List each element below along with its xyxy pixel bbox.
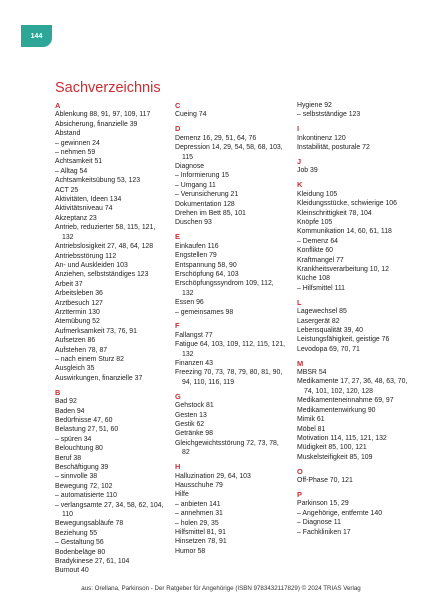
- index-entry: – Verunsicherung 21: [175, 191, 239, 199]
- index-letter-heading: B: [55, 387, 61, 397]
- index-entry: Aktivitätsniveau 74: [55, 205, 113, 213]
- index-entry: – nehmen 59: [55, 149, 96, 157]
- index-entry: Duschen 93: [175, 219, 212, 227]
- index-entry: Bodenbeläge 80: [55, 548, 106, 556]
- index-entry: Humor 58: [175, 547, 206, 555]
- index-entry: Achtsamkeit 51: [55, 158, 103, 166]
- index-entry: Beziehung 55: [55, 529, 98, 537]
- index-entry: Entspannung 58, 90: [175, 261, 237, 269]
- index-entry: Erschöpfung 64, 103: [175, 270, 239, 278]
- index-entry: Burnout 40: [55, 567, 89, 575]
- index-entry: ACT 25: [55, 186, 79, 194]
- index-entry: An- und Auskleiden 103: [55, 261, 128, 269]
- index-entry: Bad 92: [55, 398, 77, 406]
- index-entry: Engstellen 79: [175, 252, 217, 260]
- index-entry: Medikamente 17, 27, 36, 48, 63, 70, 74, 101, 102, 120, 128: [297, 378, 408, 395]
- index-entry: Beruf 38: [55, 454, 82, 462]
- index-entry: Diagnose: [175, 162, 205, 170]
- index-entry: Krankheitsverarbeitung 10, 12: [297, 266, 389, 273]
- index-letter-heading: I: [297, 124, 300, 134]
- index-letter-heading: F: [175, 321, 180, 331]
- index-entry: Gleichgewichtsstörung 72, 73, 78, 82: [175, 439, 279, 457]
- index-entry: Halluzination 29, 64, 103: [175, 472, 251, 480]
- index-letter-heading: J: [297, 157, 302, 167]
- index-letter-heading: D: [175, 124, 181, 134]
- index-entry: – spüren 34: [55, 435, 92, 443]
- index-letter-heading: G: [175, 391, 181, 401]
- index-entry: Motivation 114, 115, 121, 132: [297, 434, 387, 442]
- index-entry: Kleinschrittigkeit 78, 104: [297, 209, 372, 217]
- index-entry: Baden 94: [55, 407, 85, 415]
- index-entry: Leistungsfähigkeit, geistige 76: [297, 336, 390, 344]
- index-entry: Arbeit 37: [55, 280, 83, 288]
- index-entry: Fallangst 77: [175, 331, 213, 339]
- index-entry: – Umgang 11: [175, 181, 216, 189]
- index-entry: – verlangsamte 27, 34, 58, 62, 104, 110: [55, 501, 164, 518]
- index-entry: Müdigkeit 85, 100, 121: [297, 444, 367, 452]
- index-entry: Abstand: [55, 130, 81, 138]
- index-entry: Hilfsmittel 81, 91: [175, 528, 226, 536]
- index-letter-heading: H: [175, 462, 181, 472]
- index-entry: Küche 108: [297, 275, 330, 283]
- index-entry: MBSR 54: [297, 369, 327, 377]
- index-entry: Lebensqualität 39, 40: [297, 326, 363, 334]
- index-letter-heading: M: [297, 358, 304, 368]
- index-entry: Hilfe: [175, 491, 189, 499]
- index-entry: Kleidungsstücke, schwierige 106: [297, 200, 397, 208]
- index-entry: Erschöpfungssyndrom 109, 112, 132: [175, 280, 274, 297]
- index-entry: Antriebslosigkeit 27, 48, 64, 128: [55, 243, 154, 251]
- index-entry: Auswirkungen, finanzielle 37: [55, 374, 143, 382]
- index-entry: Inkontinenz 120: [297, 134, 346, 142]
- index-entry: Kleidung 105: [297, 190, 338, 198]
- index-entry: Fatigue 64, 103, 109, 112, 115, 121, 132: [175, 341, 286, 358]
- index-entry: – annehmen 31: [175, 510, 223, 518]
- index-entry: Einkaufen 116: [175, 242, 219, 250]
- index-entry: – gewinnen 24: [55, 139, 100, 147]
- index-entry: Off-Phase 70, 121: [297, 477, 353, 485]
- index-entry: Anziehen, selbstständiges 123: [55, 271, 149, 279]
- index-entry: Konflikte 60: [297, 247, 334, 255]
- index-entry: Akzeptanz 23: [55, 214, 97, 222]
- page-number-badge: 144: [21, 25, 52, 47]
- index-entry: – holen 29, 35: [175, 519, 219, 527]
- index-entry: – Angehörige, entfernte 140: [297, 509, 383, 517]
- index-letter-heading: E: [175, 232, 180, 242]
- index-entry: Demenz 16, 29, 51, 64, 76: [175, 134, 257, 142]
- index-entry: Arzttermin 130: [55, 308, 100, 316]
- index-entry: Atemübung 52: [55, 318, 100, 326]
- index-entry: Medikamentenwirkung 90: [297, 406, 376, 414]
- index-entry: – gemeinsames 98: [175, 308, 234, 316]
- index-entry: – Diagnose 11: [297, 519, 341, 527]
- index-entry: Cueing 74: [175, 111, 207, 119]
- index-column-3: [297, 101, 409, 537]
- page-title: Sachverzeichnis: [55, 80, 161, 96]
- index-entry: Aufsetzen 86: [55, 337, 96, 345]
- index-entry: Aufmerksamkeit 73, 76, 91: [55, 327, 137, 335]
- index-entry: Absicherung, finanzielle 39: [55, 120, 138, 128]
- index-letter-heading: A: [55, 101, 61, 110]
- index-entry: Aufstehen 78, 87: [55, 346, 108, 354]
- index-entry: – nach einem Sturz 82: [55, 355, 124, 363]
- index-entry: Freezing 70, 73, 78, 79, 80, 81, 90, 94, 110, 116, 119: [175, 369, 283, 386]
- index-entry: Kraftmangel 77: [297, 256, 344, 264]
- index-entry: Bedürfnisse 47, 60: [55, 416, 113, 424]
- index-entry: Antriebsstörung 112: [55, 252, 117, 260]
- index-entry: Essen 96: [175, 299, 204, 307]
- index-entry: Gehstock 81: [175, 402, 214, 410]
- index-entry: Hygiene 92: [297, 102, 332, 109]
- index-entry: Hausschuhe 79: [175, 481, 223, 489]
- index-entry: – Demenz 64: [297, 237, 338, 245]
- index-entry: Instabilität, posturale 72: [297, 144, 370, 152]
- index-entry: Belouchtung 80: [55, 445, 103, 453]
- index-entry: – Alltag 54: [55, 167, 88, 175]
- index-entry: Bewegung 72, 102: [55, 482, 113, 490]
- index-entry: Lasergerät 82: [297, 317, 340, 325]
- index-entry: Depression 14, 29, 54, 58, 68, 103, 115: [175, 144, 283, 161]
- index-entry: Ausgleich 35: [55, 365, 95, 373]
- index-entry: Achtsamkeitsübung 53, 123: [55, 177, 141, 185]
- index-entry: – Fachkliniken 17: [297, 528, 351, 536]
- index-entry: Getränke 98: [175, 430, 213, 438]
- index-entry: Levodopa 69, 70, 71: [297, 345, 360, 353]
- index-entry: Gesten 13: [175, 411, 207, 419]
- index-entry: Ablenkung 88, 91, 97, 109, 117: [55, 111, 151, 119]
- index-entry: Kommunikation 14, 60, 61, 118: [297, 228, 392, 236]
- index-entry: Medikamenteneinnahme 69, 97: [297, 397, 394, 405]
- index-entry: Lagewechsel 85: [297, 308, 347, 316]
- index-entry: Bradykinese 27, 61, 104: [55, 558, 130, 565]
- index-entry: Job 39: [297, 167, 318, 175]
- index-entry: Knöpfe 105: [297, 218, 333, 226]
- index-entry: – selbstständige 123: [297, 111, 361, 119]
- index-entry: Arztbesuch 127: [55, 299, 103, 307]
- index-entry: Finanzen 43: [175, 360, 213, 368]
- index-column-1: [55, 101, 167, 576]
- index-entry: Beschäftigung 39: [55, 463, 109, 471]
- index-entry: – Gestaltung 56: [55, 539, 104, 547]
- index-entry: Möbel 81: [297, 425, 326, 433]
- index-entry: Mimik 61: [297, 416, 325, 424]
- index-letter-heading: K: [297, 180, 303, 190]
- index-entry: Aktivitäten, Ideen 134: [55, 196, 122, 204]
- index-column-2: [175, 101, 287, 556]
- index-letter-heading: L: [297, 297, 302, 307]
- index-entry: – sinnvolle 38: [55, 473, 98, 481]
- index-letter-heading: C: [175, 101, 181, 110]
- index-entry: Parkinson 15, 29: [297, 500, 349, 508]
- index-entry: Gestik 62: [175, 421, 205, 428]
- index-entry: – automatisierte 110: [55, 492, 117, 500]
- index-entry: Drehen im Bett 85, 101: [175, 209, 246, 217]
- index-entry: Dokumentation 128: [175, 200, 235, 208]
- index-entry: Muskelsteifigkeit 85, 109: [297, 453, 373, 461]
- index-entry: Bewegungsabläufe 78: [55, 520, 124, 528]
- index-entry: – Hilfsmittel 111: [297, 284, 345, 292]
- index-entry: Belastung 27, 51, 60: [55, 426, 119, 434]
- footer-citation: aus: Orellana, Parkinson - Der Ratgeber für Angehörige (ISBN 9783432117829) © 2024 TRIAS Verlag: [81, 585, 361, 592]
- index-entry: – Informierung 15: [175, 172, 230, 180]
- index-entry: Hinsetzen 78, 91: [175, 538, 227, 546]
- index-letter-heading: O: [297, 466, 303, 476]
- index-letter-heading: P: [297, 489, 302, 499]
- index-entry: Arbeitsleben 36: [55, 290, 103, 298]
- index-entry: – anbieten 141: [175, 500, 221, 508]
- index-entry: Antrieb, reduzierter 58, 115, 121, 132: [55, 224, 156, 241]
